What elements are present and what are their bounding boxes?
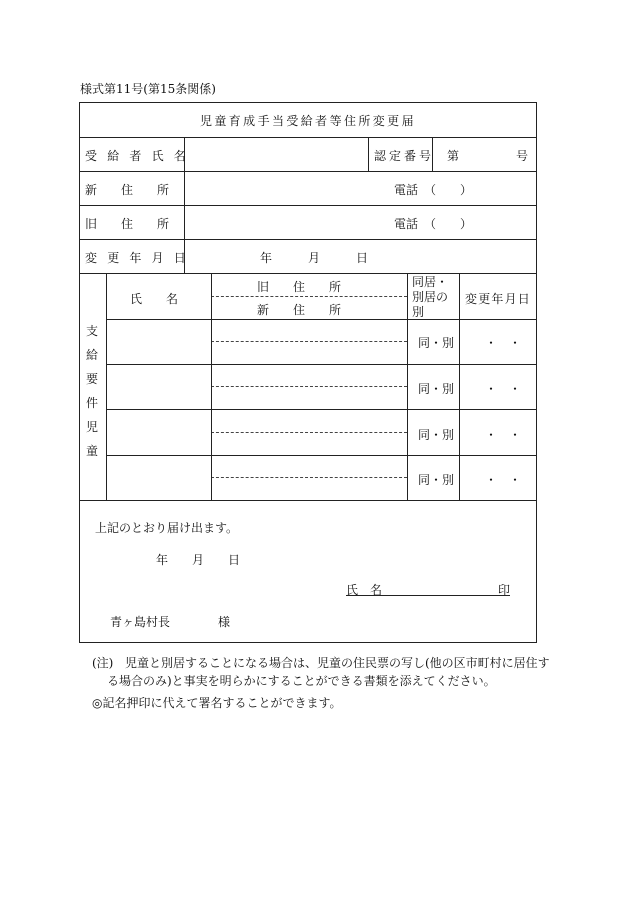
form-frame [79,102,537,643]
form-title: 児童育成手当受給者等住所変更届 [199,114,416,128]
child-cohabit-option[interactable]: 同・別 [418,428,455,442]
rule [407,273,408,500]
col-name-header: 氏 名 [130,292,179,306]
note-signature: ◎記名押印に代えて署名することができます。 [92,696,342,710]
col-new-address-header: 新 住 所 [257,303,342,317]
submission-date[interactable]: 年 月 日 [156,553,241,567]
rule [368,137,369,171]
child-address-field[interactable] [212,456,406,499]
cohabit-header-line: 別居の [412,290,449,304]
rule [80,239,536,240]
cert-number-field[interactable] [458,138,514,170]
cert-number-suffix: 号 [516,149,529,163]
child-change-date[interactable]: ・ ・ [485,428,522,442]
rule [80,500,536,501]
cohabit-header-line: 同居・ [412,275,449,289]
child-change-date[interactable]: ・ ・ [485,336,522,350]
side-char: 給 [86,348,99,362]
side-char: 要 [86,372,99,386]
signature-label: 氏 名 [346,583,383,597]
old-address-field[interactable] [185,206,535,238]
address-divider [211,296,407,297]
new-address-phone: 電話 （ ） [394,183,473,197]
rule [459,273,460,500]
note-line2: る場合のみ)と事実を明らかにすることができる書類を添えてください。 [107,674,496,688]
form-number: 様式第11号(第15条関係) [80,82,216,96]
col-change-date-header: 変更年月日 [465,292,532,306]
seal-label: 印 [497,583,510,597]
recipient-name-label: 受給者氏名 [85,149,197,163]
child-change-date[interactable]: ・ ・ [485,473,522,487]
rule [80,273,536,274]
new-address-label: 新 住 所 [85,183,170,197]
child-name-field[interactable] [107,365,210,408]
cert-number-prefix: 第 [447,149,460,163]
child-name-field[interactable] [107,456,210,499]
col-cohabit-header [412,275,448,320]
side-char: 童 [86,444,99,458]
child-cohabit-option[interactable]: 同・別 [418,473,455,487]
declaration-text: 上記のとおり届け出ます。 [95,521,239,535]
cohabit-header-line: 別 [412,305,425,319]
cert-number-label: 認定番号 [374,149,435,163]
old-address-phone: 電話 （ ） [394,217,473,231]
child-cohabit-option[interactable]: 同・別 [418,382,455,396]
change-date-value[interactable]: 年 月 日 [260,251,369,265]
child-change-date[interactable]: ・ ・ [485,382,522,396]
change-date-label: 変更年月日 [85,251,197,265]
signature-line[interactable] [346,581,510,596]
addressee: 青ヶ島村長 様 [110,615,231,629]
col-old-address-header: 旧 住 所 [257,280,342,294]
new-address-field[interactable] [185,172,535,204]
child-cohabit-option[interactable]: 同・別 [418,336,455,350]
children-side-label [86,319,98,463]
child-address-field[interactable] [212,320,406,363]
note-line1: 児童と別居することになる場合は、児童の住民票の写し(他の区市町村に居住す [125,656,550,670]
side-char: 児 [86,420,99,434]
child-address-field[interactable] [212,365,406,408]
side-char: 件 [86,396,99,410]
side-char: 支 [86,324,99,338]
note-prefix: (注) [92,656,114,670]
child-address-field[interactable] [212,410,406,454]
child-name-field[interactable] [107,410,210,454]
child-name-field[interactable] [107,320,210,363]
old-address-label: 旧 住 所 [85,217,170,231]
recipient-name-field[interactable] [185,138,367,170]
